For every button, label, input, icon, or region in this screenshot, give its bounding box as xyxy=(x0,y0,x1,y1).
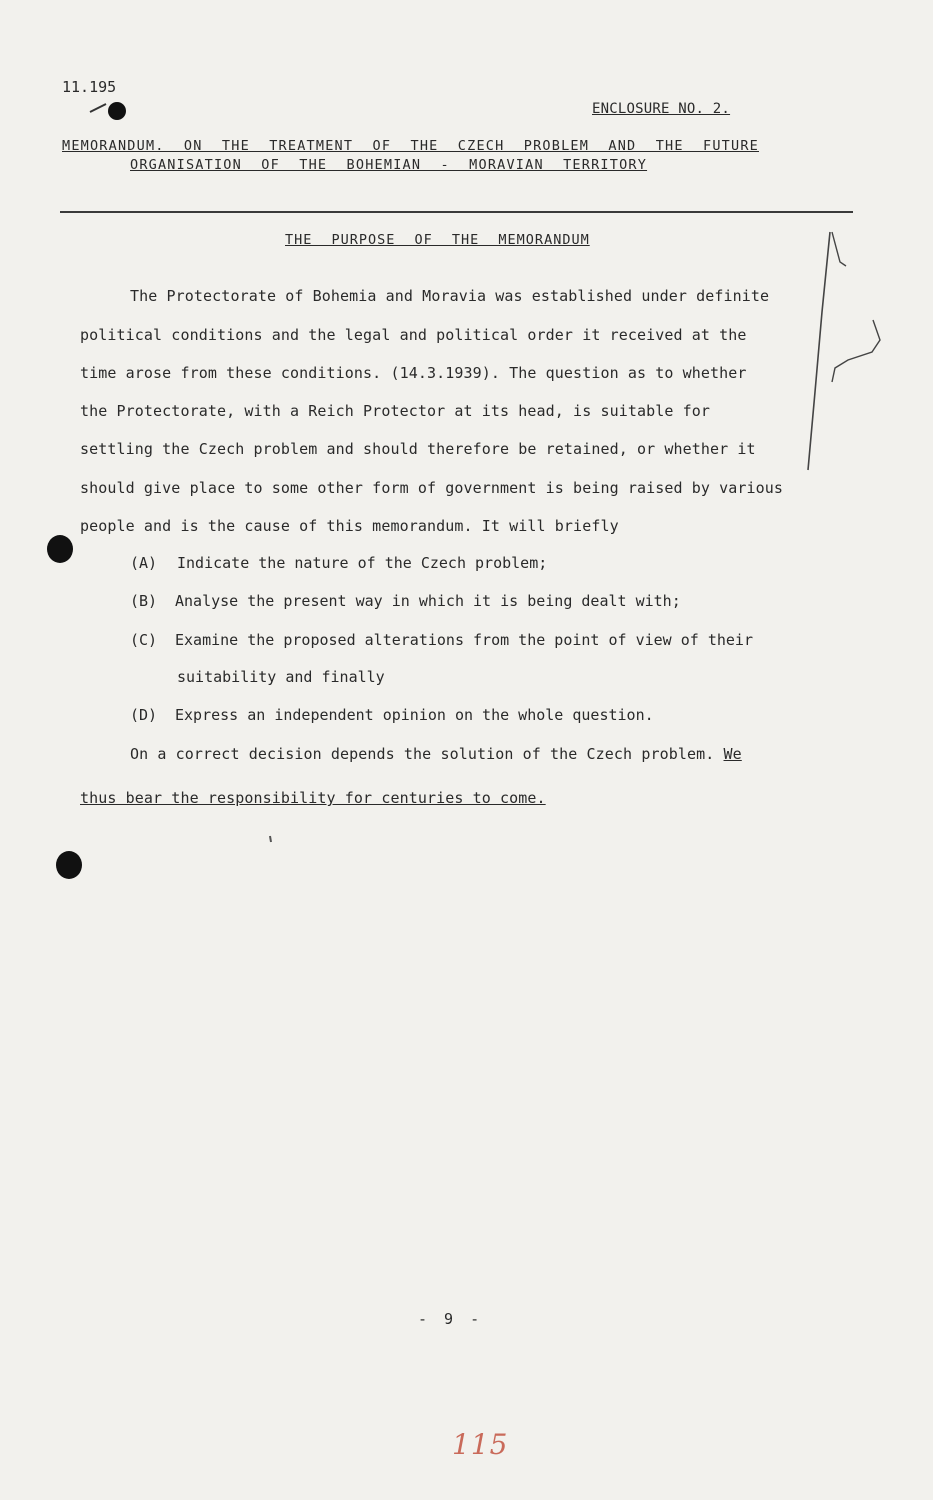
section-heading: THE PURPOSE OF THE MEMORANDUM xyxy=(285,232,590,248)
page-number: - 9 - xyxy=(418,1310,484,1328)
document-number: 11.195 xyxy=(62,78,117,96)
body-line: The Protectorate of Bohemia and Moravia was established under definite xyxy=(130,287,770,305)
margin-tick xyxy=(832,232,846,266)
body-line: people and is the cause of this memorandum. It will briefly xyxy=(80,517,619,535)
margin-scribble xyxy=(832,320,880,382)
list-item-text-d: Express an independent opinion on the whole question. xyxy=(175,706,654,724)
handwritten-folio-number: 115 xyxy=(452,1428,509,1461)
list-item-label-b: (B) xyxy=(130,592,158,610)
list-item-label-d: (D) xyxy=(130,706,158,724)
margin-line xyxy=(808,232,830,470)
closing-line-2: thus bear the responsibility for centuries to come. xyxy=(80,789,546,807)
memorandum-title-line-1: MEMORANDUM. ON THE TREATMENT OF THE CZECH PROBLEM AND THE FUTURE xyxy=(62,138,759,154)
body-line: settling the Czech problem and should therefore be retained, or whether it xyxy=(80,440,756,458)
closing-we: We xyxy=(723,745,742,763)
pencil-tick xyxy=(90,104,106,112)
list-item-label-a: (A) xyxy=(130,554,158,572)
list-item-text-b: Analyse the present way in which it is being dealt with; xyxy=(175,592,681,610)
speck xyxy=(270,836,271,842)
body-line: time arose from these conditions. (14.3.1939). The question as to whether xyxy=(80,364,747,382)
list-item-text-c-continued: suitability and finally xyxy=(177,668,385,686)
body-line: political conditions and the legal and political order it received at the xyxy=(80,326,747,344)
closing-text: On a correct decision depends the solution of the Czech problem. xyxy=(130,745,715,763)
memorandum-title-line-2: ORGANISATION OF THE BOHEMIAN - MORAVIAN TERRITORY xyxy=(130,157,648,173)
body-line: should give place to some other form of government is being raised by various xyxy=(80,479,784,497)
body-line: the Protectorate, with a Reich Protector at its head, is suitable for xyxy=(80,402,711,420)
enclosure-label: ENCLOSURE NO. 2. xyxy=(592,101,731,117)
list-item-label-c: (C) xyxy=(130,631,158,649)
list-item-text-a: Indicate the nature of the Czech problem; xyxy=(177,554,548,572)
list-item-text-c: Examine the proposed alterations from the point of view of their xyxy=(175,631,753,649)
